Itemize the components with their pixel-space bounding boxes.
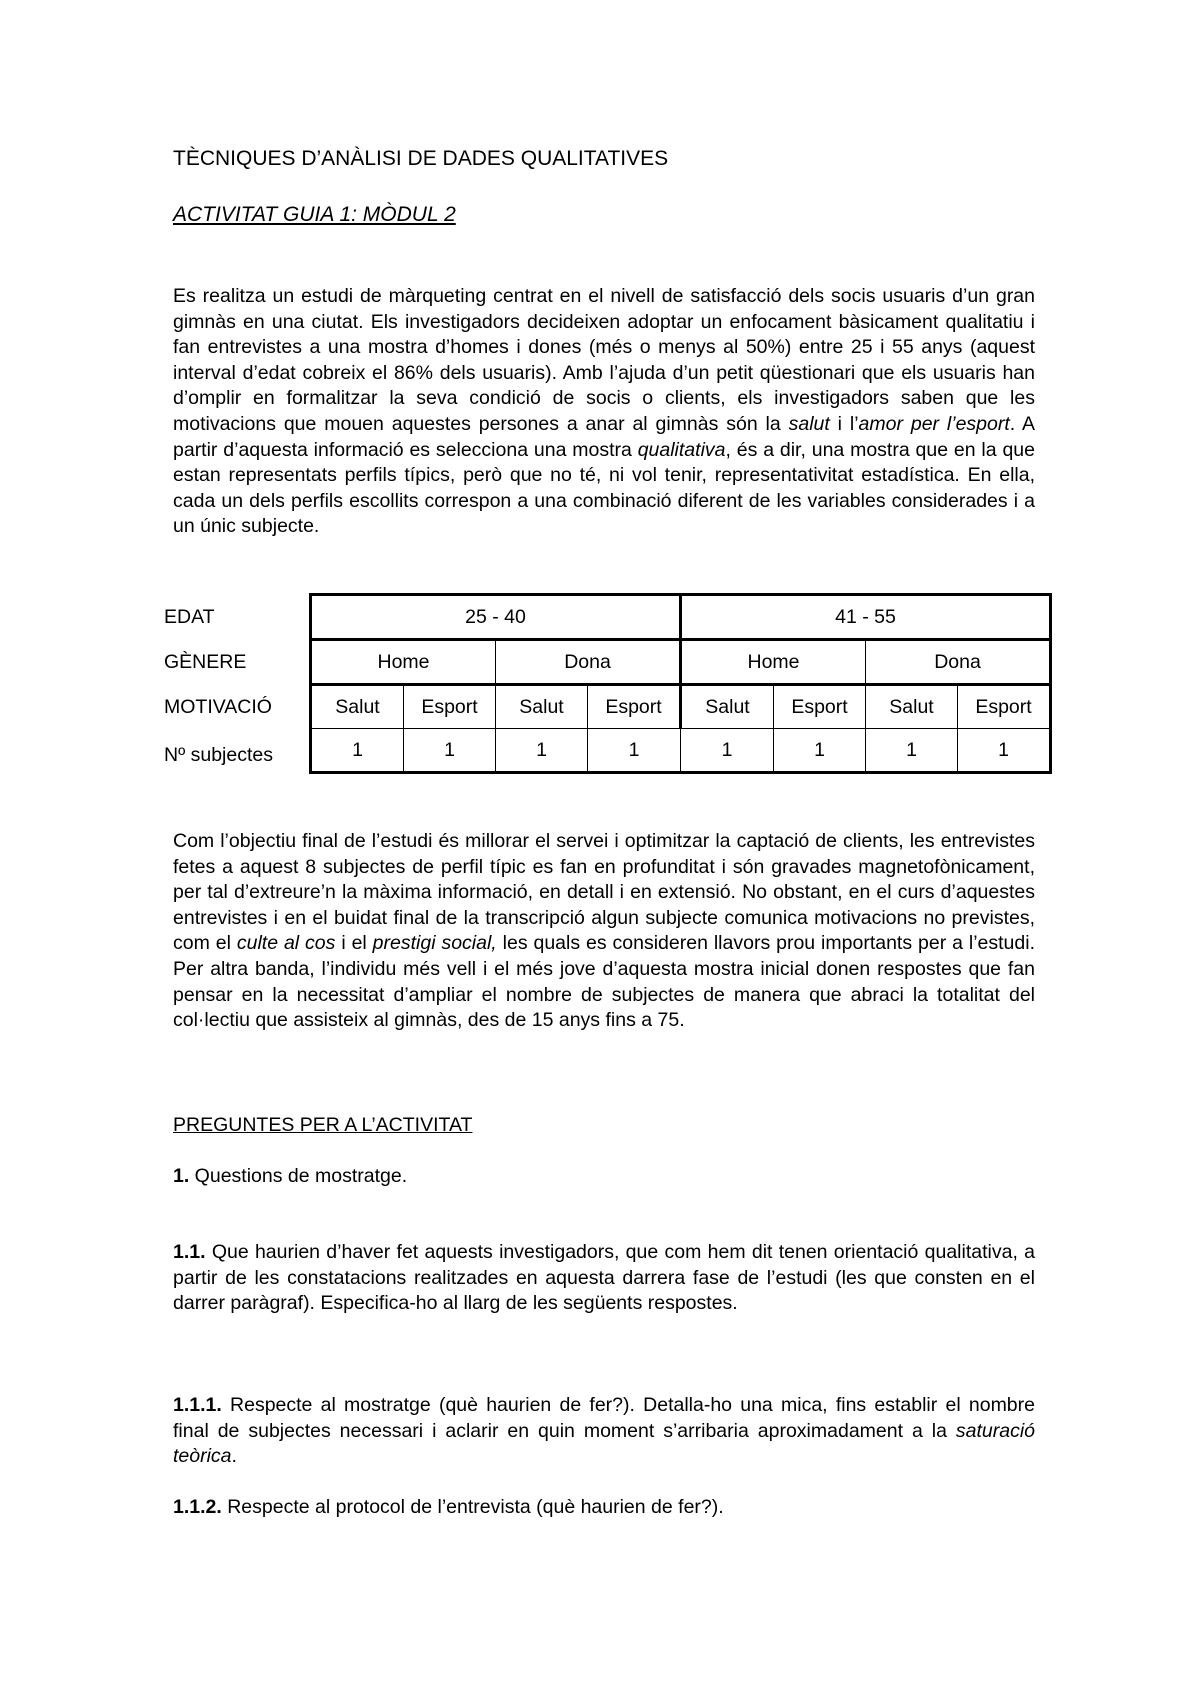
motivation-cell: Esport — [774, 685, 866, 729]
sample-table — [309, 593, 1052, 774]
motivation-cell: Esport — [588, 685, 681, 729]
motivation-cell: Salut — [311, 685, 404, 729]
gender-cell: Home — [311, 640, 496, 685]
count-cell: 1 — [866, 729, 958, 773]
question-1-1-2: 1.1.2. Respecte al protocol de l’entrevista (què haurien de fer?). — [173, 1496, 724, 1518]
count-cell: 1 — [774, 729, 866, 773]
motivation-cell: Salut — [681, 685, 774, 729]
count-cell: 1 — [404, 729, 496, 773]
motivation-cell: Esport — [958, 685, 1051, 729]
question-1-1: 1.1. Que haurien d’haver fet aquests investigadors, que com hem dit tenen orientació qualitativa, a partir de les constatacions realitzades en aquesta darrera fase de l’estudi (les que consten en el darrer paràgraf). Especifica-ho al llarg de les següents respostes. — [173, 1241, 1035, 1315]
document-subtitle: ACTIVITAT GUIA 1: MÒDUL 2 — [173, 203, 456, 226]
gender-cell: Dona — [496, 640, 681, 685]
label-genere: GÈNERE — [164, 651, 247, 673]
question-1: 1. Questions de mostratge. — [173, 1165, 408, 1187]
gender-cell: Dona — [866, 640, 1051, 685]
motivation-cell: Salut — [496, 685, 588, 729]
count-cell: 1 — [496, 729, 588, 773]
label-motivacio: MOTIVACIÓ — [164, 696, 272, 718]
document-title: TÈCNIQUES D’ANÀLISI DE DADES QUALITATIVES — [173, 147, 669, 170]
question-1-1-1: 1.1.1. Respecte al mostratge (què haurien de fer?). Detalla-ho una mica, fins establir el nombre final de subjectes necessari i aclarir en quin moment s’arribaria aproximadament a la saturació teòrica. — [173, 1394, 1035, 1468]
count-cell: 1 — [588, 729, 681, 773]
count-cell: 1 — [958, 729, 1051, 773]
questions-heading: PREGUNTES PER A L’ACTIVITAT — [173, 1114, 473, 1136]
motivation-cell: Esport — [404, 685, 496, 729]
age-cell: 41 - 55 — [681, 595, 1051, 640]
label-edat: EDAT — [164, 606, 215, 628]
count-cell: 1 — [311, 729, 404, 773]
count-cell: 1 — [681, 729, 774, 773]
intro-paragraph: Es realitza un estudi de màrqueting centrat en el nivell de satisfacció dels socis usuaris d’un gran gimnàs en una ciutat. Els investigadors decideixen adoptar un enfocament bàsicament qualitatiu i fan entrevistes a una mostra d’homes i dones (més o menys al 50%) entre 25 i 55 anys (aquest interval d’edat cobreix el 86% dels usuaris). Amb l’ajuda d’un petit qüestionari que els usuaris han d’omplir en formalitzar la seva condició de socis o clients, els investigadors saben que les motivacions que mouen aquestes persones a anar al gimnàs són la salut i l’amor per l’esport. A partir d’aquesta informació es selecciona una mostra qualitativa, és a dir, una mostra que en la que estan representats perfils típics, però que no té, ni vol tenir, representativitat estadística. En ella, cada un dels perfils escollits correspon a una combinació diferent de les variables considerades i a un únic subjecte. — [173, 285, 1035, 538]
age-cell: 25 - 40 — [311, 595, 681, 640]
second-paragraph: Com l’objectiu final de l’estudi és millorar el servei i optimitzar la captació de clients, les entrevistes fetes a aquest 8 subjectes de perfil típic es fan en profunditat i són gravades magnetofònicament, per tal d’extreure’n la màxima informació, en detall i en extensió. No obstant, en el curs d’aquestes entrevistes i en el buidat final de la transcripció algun subjecte comunica motivacions no previstes, com el culte al cos i el prestigi social, les quals es consideren llavors prou importants per a l’estudi. Per altra banda, l’individu més vell i el més jove d’aquesta mostra inicial donen respostes que fan pensar en la necessitat d’ampliar el nombre de subjectes de manera que abraci la totalitat del col·lectiu que assisteix al gimnàs, des de 15 anys fins a 75. — [173, 830, 1035, 1032]
gender-cell: Home — [681, 640, 866, 685]
label-subjectes: Nº subjectes — [164, 744, 274, 766]
motivation-cell: Salut — [866, 685, 958, 729]
